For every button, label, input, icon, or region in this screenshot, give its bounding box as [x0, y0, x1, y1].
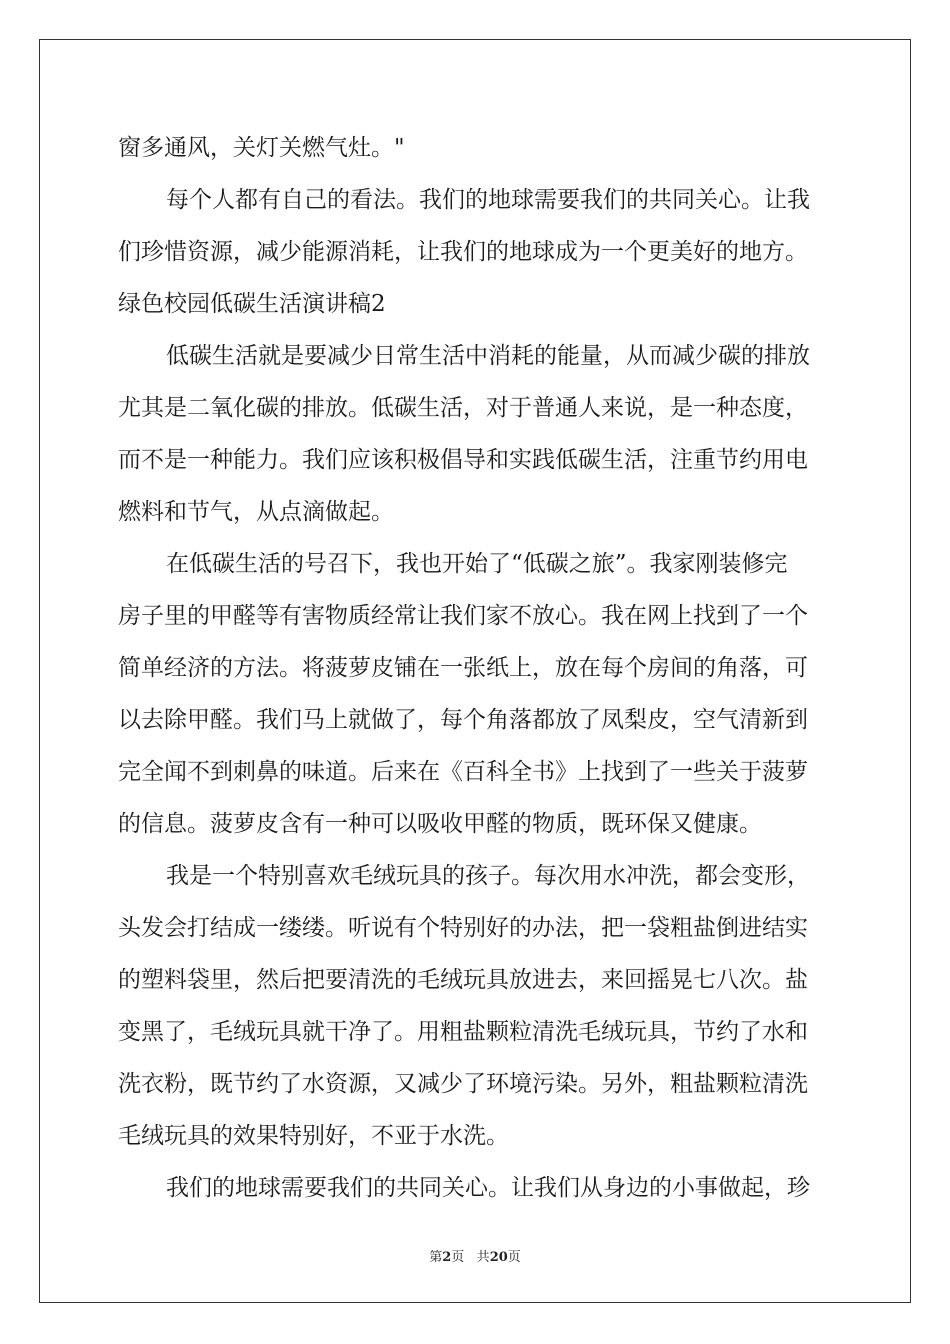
text-line: 燃料和节气，从点滴做起。: [118, 499, 394, 525]
text-line: 每个人都有自己的看法。我们的地球需要我们的共同关心。让我: [166, 187, 810, 213]
text-line: 在低碳生活的号召下，我也开始了“低碳之旅”。我家刚装修完: [166, 551, 788, 577]
text-line: 尤其是二氧化碳的排放。低碳生活，对于普通人来说，是一种态度，: [118, 395, 808, 421]
text-line: 的塑料袋里，然后把要清洗的毛绒玩具放进去，来回摇晃七八次。盐: [118, 967, 808, 993]
text-line: 洗衣粉，既节约了水资源，又减少了环境污染。另外，粗盐颗粒清洗: [118, 1071, 808, 1097]
document-body: [118, 122, 834, 1214]
text-line: 窗多通风，关灯关燃气灶。": [118, 135, 405, 161]
text-line: 我是一个特别喜欢毛绒玩具的孩子。每次用水冲洗，都会变形，: [166, 863, 810, 889]
footer-total-pages: 20: [489, 1250, 508, 1265]
text-line: 头发会打结成一缕缕。听说有个特别好的办法，把一袋粗盐倒进结实: [118, 915, 808, 941]
text-line: 以去除甲醛。我们马上就做了，每个角落都放了凤梨皮，空气清新到: [118, 707, 808, 733]
text-line: 的信息。菠萝皮含有一种可以吸收甲醛的物质，既环保又健康。: [118, 811, 762, 837]
text-line: 绿色校园低碳生活演讲稿2: [118, 291, 386, 317]
text-line: 完全闻不到刺鼻的味道。后来在《百科全书》上找到了一些关于菠萝: [118, 759, 808, 785]
text-line: 低碳生活就是要减少日常生活中消耗的能量，从而减少碳的排放: [166, 343, 810, 369]
text-line: 而不是一种能力。我们应该积极倡导和实践低碳生活，注重节约用电: [118, 447, 808, 473]
page-footer: [0, 1246, 950, 1265]
footer-total-suffix: 页: [507, 1250, 521, 1265]
text-line: 变黑了，毛绒玩具就干净了。用粗盐颗粒清洗毛绒玩具，节约了水和: [118, 1019, 808, 1045]
footer-page-prefix: 第: [429, 1250, 443, 1265]
text-line: 房子里的甲醛等有害物质经常让我们家不放心。我在网上找到了一个: [118, 603, 808, 629]
text-line: 们珍惜资源，减少能源消耗，让我们的地球成为一个更美好的地方。: [118, 239, 808, 265]
text-line: 简单经济的方法。将菠萝皮铺在一张纸上，放在每个房间的角落，可: [118, 655, 808, 681]
footer-total-prefix: 共: [476, 1250, 490, 1265]
text-line: 毛绒玩具的效果特别好，不亚于水洗。: [118, 1123, 509, 1149]
footer-page-number: 2: [442, 1250, 452, 1265]
text-line: 我们的地球需要我们的共同关心。让我们从身边的小事做起，珍: [166, 1175, 810, 1201]
footer-page-suffix: 页: [451, 1250, 465, 1265]
